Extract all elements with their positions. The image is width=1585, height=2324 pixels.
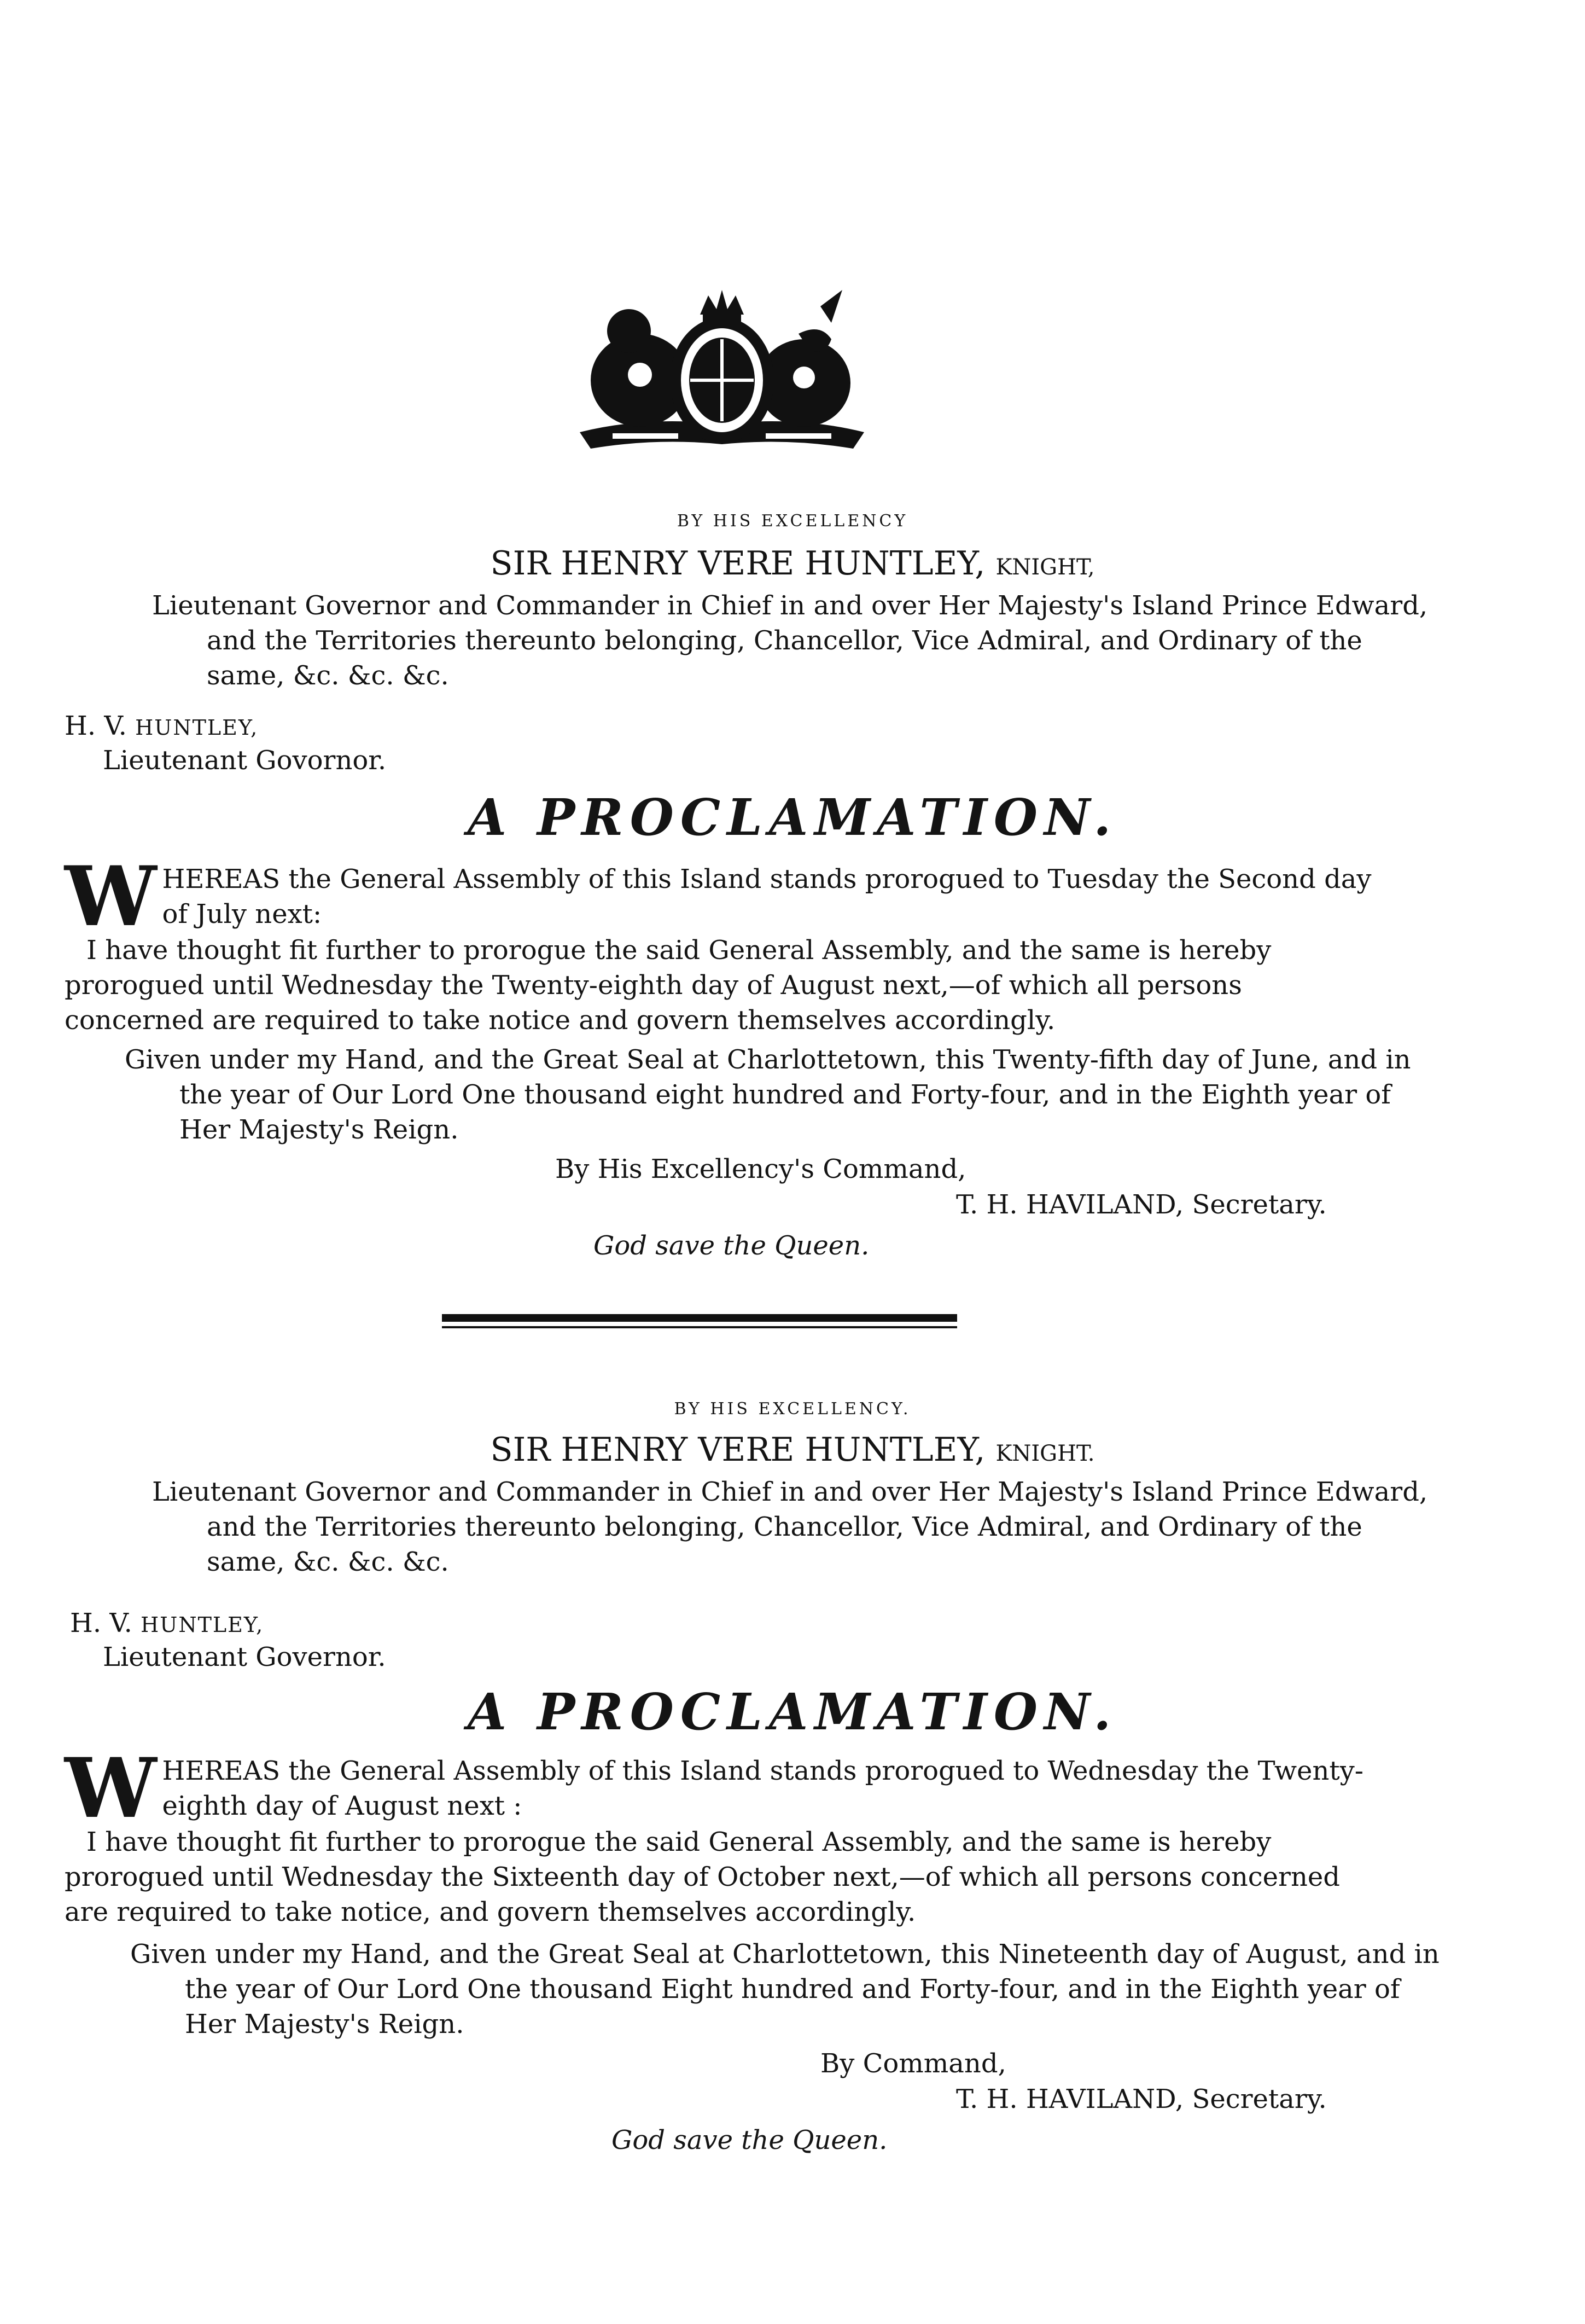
byline: BY HIS EXCELLENCY. [674, 1399, 911, 1419]
god-save-the-queen: God save the Queen. [593, 1230, 870, 1261]
governor-title: KNIGHT. [995, 1441, 1095, 1466]
governor-name-main: SIR HENRY VERE HUNTLEY, [490, 1431, 986, 1469]
whereas-clause [65, 1740, 1383, 1837]
governor-name-main: SIR HENRY VERE HUNTLEY, [490, 544, 986, 583]
prorogation-paragraph: I have thought fit further to prorogue the said General Assembly, and the same is hereby prorogued until Wednesday the Sixteenth day of October next,—of which all persons concerned are required to take notice, and govern themselves accordingly. [65, 1827, 1341, 1927]
signature-role: Lieutenant Govornor. [103, 745, 387, 776]
separator-rule [442, 1314, 957, 1322]
governor-title: KNIGHT, [995, 555, 1095, 580]
god-save-the-queen: God save the Queen. [611, 2125, 888, 2155]
signature-name: HUNTLEY, [135, 716, 259, 740]
governor-titles: Lieutenant Governor and Commander in Chief in and over Her Majesty's Island Prince Edward, and the Territories thereunto belonging, Chancellor, Vice Admiral, and Ordinary of the same, &c. &c. &c. [152, 1477, 1428, 1577]
whereas-clause [65, 849, 1383, 945]
royal-coat-of-arms-icon [569, 284, 875, 465]
governor-titles: Lieutenant Governor and Commander in Chief in and over Her Majesty's Island Prince Edward, and the Territories thereunto belonging, Chancellor, Vice Admiral, and Ordinary of the same, &c. &c. &c. [152, 590, 1428, 691]
secretary-signature: T. H. HAVILAND, Secretary. [956, 2084, 1327, 2114]
signature-block [70, 1606, 264, 1642]
proclamation-heading: A PROCLAMATION. [467, 1682, 1118, 1741]
whereas-text: HEREAS the General Assembly of this Island stands prorogued to Wednesday the Twenty-eighth day of August next : [162, 1756, 1363, 1821]
command-line: By Command, [820, 2048, 1006, 2079]
byline: BY HIS EXCELLENCY [677, 512, 908, 531]
drop-cap: W [65, 849, 157, 945]
governor-name [0, 544, 1585, 583]
drop-cap: W [65, 1740, 157, 1837]
governor-name [0, 1431, 1585, 1469]
proclamation-heading: A PROCLAMATION. [467, 788, 1118, 847]
command-line: By His Excellency's Command, [555, 1154, 966, 1184]
given-under-hand: Given under my Hand, and the Great Seal at Charlottetown, this Nineteenth day of August, and in the year of Our Lord One thousand Eight hundred and Forty-four, and in the Eighth year of Her Majesty's Reign. [130, 1939, 1440, 2040]
signature-block [65, 708, 258, 745]
prorogation-paragraph: I have thought fit further to prorogue the said General Assembly, and the same is hereby prorogued until Wednesday the Twenty-eighth day of August next,—of which all persons concerned are required to take notice and govern themselves accordingly. [65, 935, 1272, 1036]
given-under-hand: Given under my Hand, and the Great Seal at Charlottetown, this Twenty-fifth day of June, and in the year of Our Lord One thousand eight hundred and Forty-four, and in the Eighth year of Her Majesty's Reign. [125, 1044, 1411, 1145]
signature-name: HUNTLEY, [141, 1613, 264, 1637]
whereas-text: HEREAS the General Assembly of this Island stands prorogued to Tuesday the Second day of July next: [162, 864, 1372, 929]
secretary-signature: T. H. HAVILAND, Secretary. [956, 1189, 1327, 1220]
signature-initials: H. V. [70, 1608, 132, 1639]
signature-initials: H. V. [65, 711, 127, 741]
separator-rule-thin [442, 1326, 957, 1328]
signature-role: Lieutenant Governor. [103, 1642, 386, 1672]
